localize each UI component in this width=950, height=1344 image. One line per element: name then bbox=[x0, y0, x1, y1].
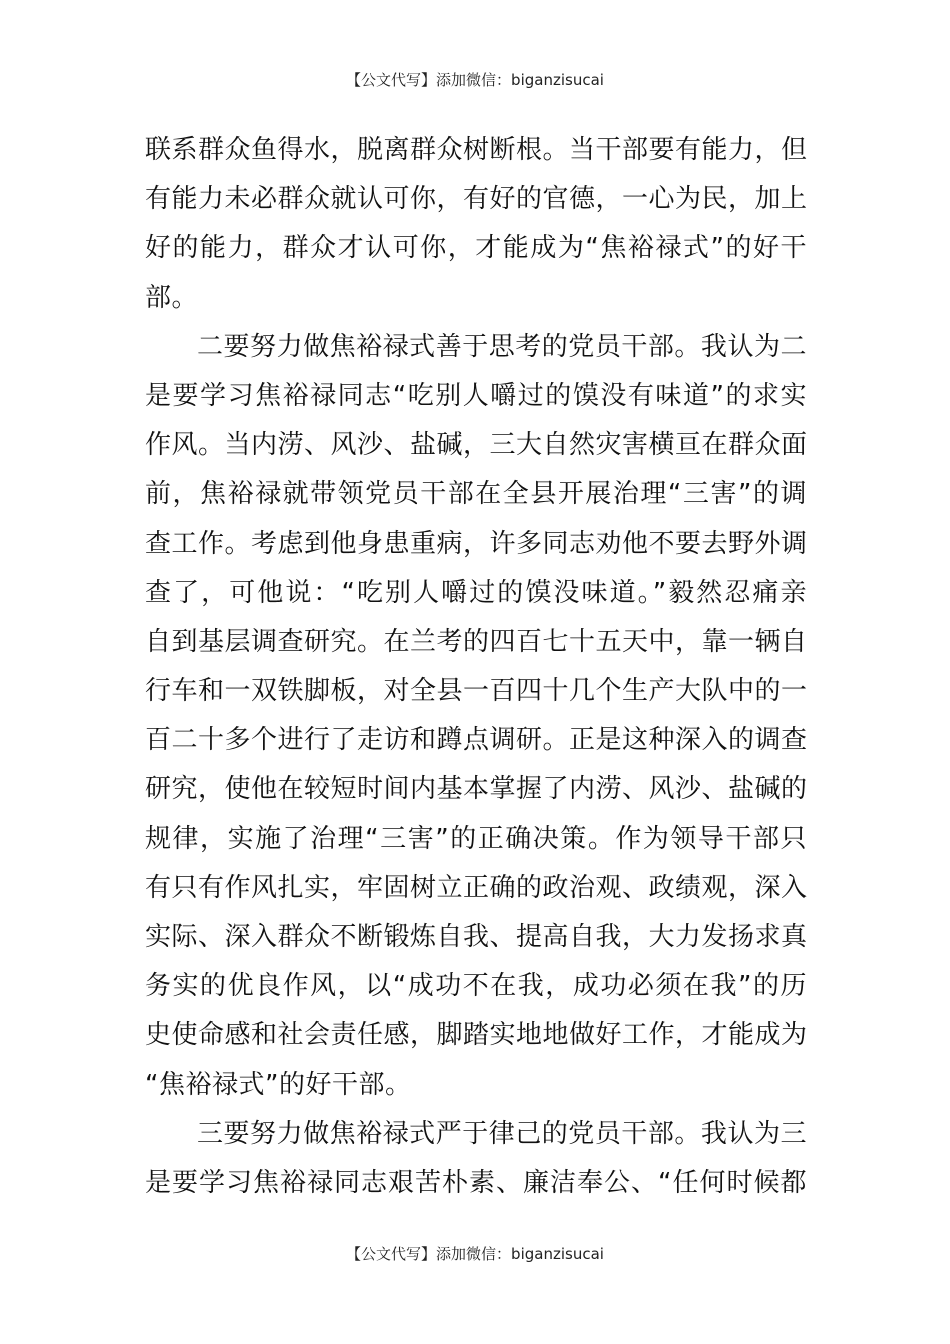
text-line: 前，焦裕禄就带领党员干部在全县开展治理“三害”的调 bbox=[145, 479, 807, 510]
text-line: 是要学习焦裕禄同志艰苦朴素、廉洁奉公、“任何时候都 bbox=[145, 1167, 807, 1198]
text-line: 百二十多个进行了走访和蹲点调研。正是这种深入的调查 bbox=[145, 725, 808, 756]
text-line: 部。 bbox=[145, 282, 199, 313]
text-line: 实际、深入群众不断锻炼自我、提高自我，大力发扬求真 bbox=[145, 922, 808, 952]
paragraph-first-line: 三要努力做焦裕禄式严于律己的党员干部。我认为三 bbox=[197, 1118, 807, 1149]
page-footer: 【公文代写】添加微信：biganzisucai bbox=[346, 1245, 604, 1263]
text-line: 有能力未必群众就认可你，有好的官德，一心为民，加上 bbox=[145, 184, 808, 215]
text-line: 查工作。考虑到他身患重病，许多同志劝他不要去野外调 bbox=[145, 528, 808, 559]
paragraph-first-line: 二要努力做焦裕禄式善于思考的党员干部。我认为二 bbox=[197, 331, 807, 362]
text-line: 史使命感和社会责任感，脚踏实地地做好工作，才能成为 bbox=[145, 1020, 808, 1051]
text-line: 行车和一双铁脚板，对全县一百四十几个生产大队中的一 bbox=[145, 676, 808, 707]
document-body bbox=[145, 126, 807, 1208]
text-line: 规律，实施了治理“三害”的正确决策。作为领导干部只 bbox=[145, 823, 807, 854]
text-line: 研究，使他在较短时间内基本掌握了内涝、风沙、盐碱的 bbox=[145, 774, 808, 805]
text-line: 查了，可他说：“吃别人嚼过的馍没味道。”毅然忍痛亲 bbox=[145, 577, 807, 608]
page-header: 【公文代写】添加微信：biganzisucai bbox=[346, 71, 604, 89]
text-line: 联系群众鱼得水，脱离群众树断根。当干部要有能力，但 bbox=[145, 135, 808, 165]
text-line: 是要学习焦裕禄同志“吃别人嚼过的馍没有味道”的求实 bbox=[145, 380, 807, 411]
text-line: “焦裕禄式”的好干部。 bbox=[145, 1069, 412, 1100]
text-line: 自到基层调查研究。在兰考的四百七十五天中，靠一辆自 bbox=[145, 626, 808, 657]
text-line: 务实的优良作风，以“成功不在我，成功必须在我”的历 bbox=[145, 971, 807, 1002]
text-line: 好的能力，群众才认可你，才能成为“焦裕禄式”的好干 bbox=[145, 233, 807, 264]
text-line: 作风。当内涝、风沙、盐碱，三大自然灾害横亘在群众面 bbox=[145, 430, 808, 461]
text-line: 有只有作风扎实，牢固树立正确的政治观、政绩观，深入 bbox=[145, 872, 808, 903]
